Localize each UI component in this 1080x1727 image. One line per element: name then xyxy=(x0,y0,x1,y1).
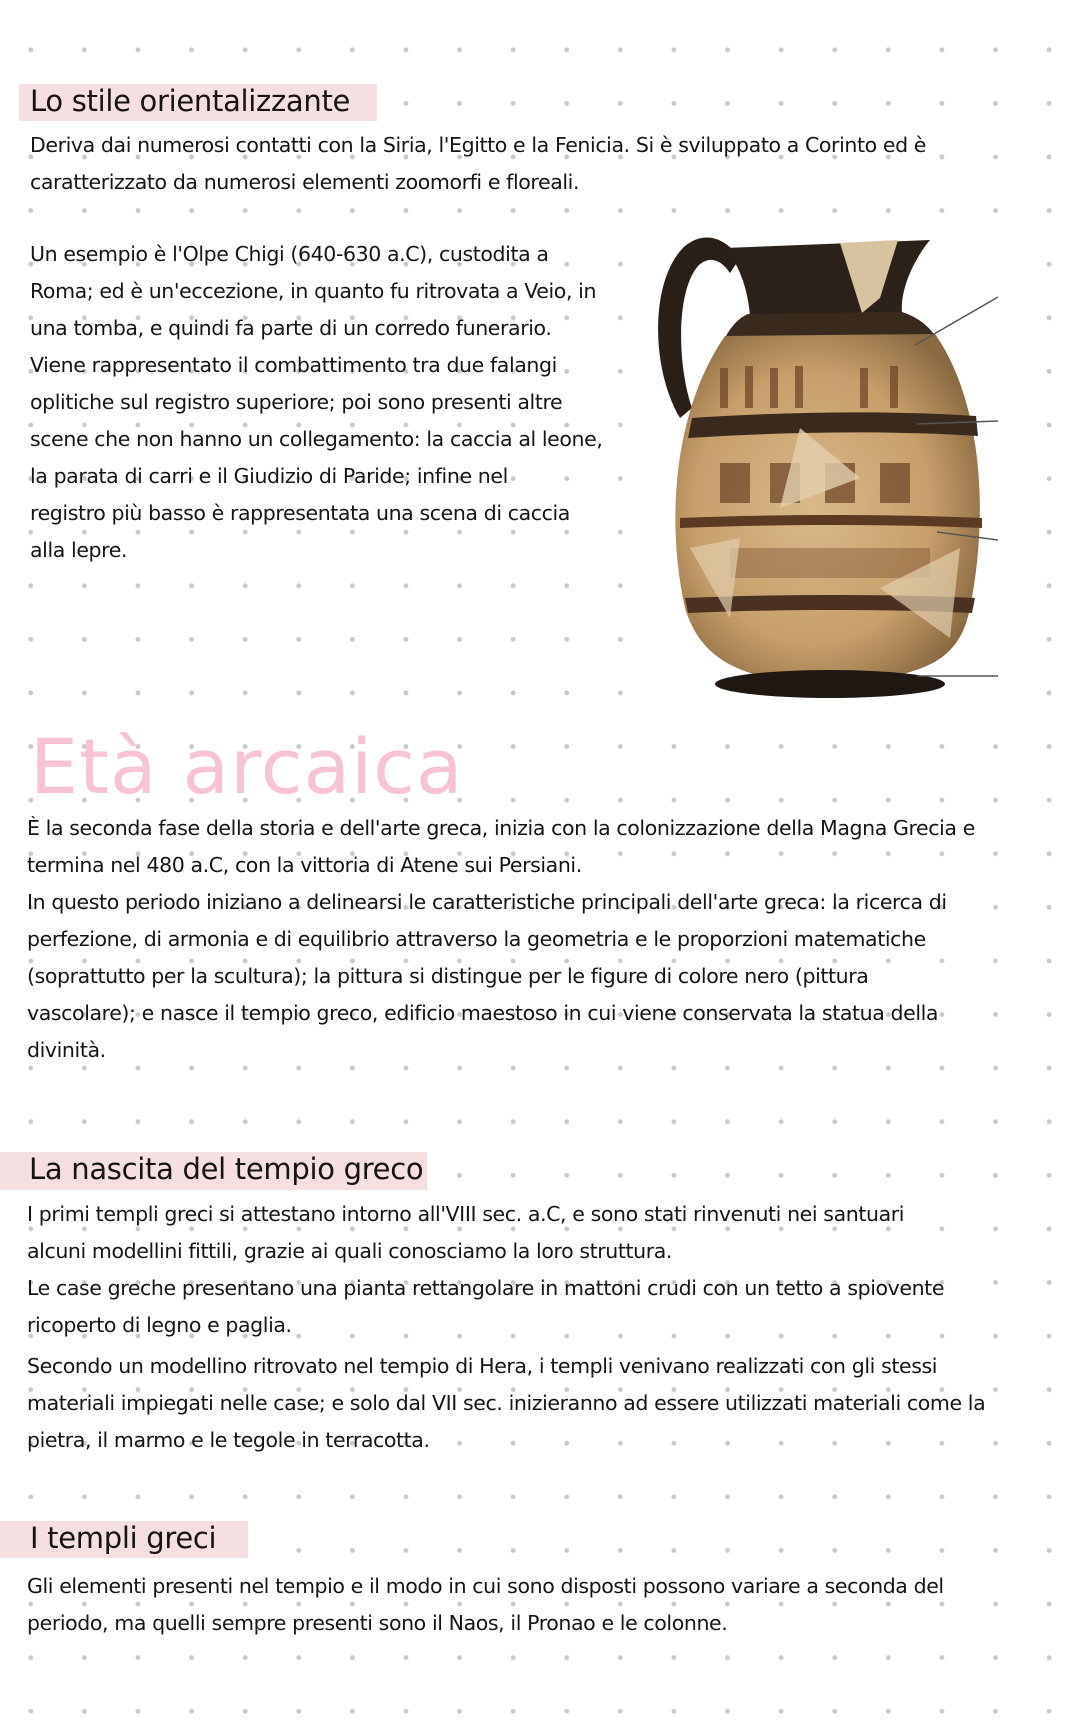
section-heading-templi-greci: I templi greci xyxy=(30,1521,217,1555)
paragraph-intro xyxy=(30,127,1030,201)
text-line: Le case greche presentano una pianta rettangolare in mattoni crudi con un tetto a spiovente xyxy=(27,1276,945,1300)
text-line: registro più basso è rappresentata una scena di caccia xyxy=(30,501,570,525)
text-line: Viene rappresentato il combattimento tra due falangi xyxy=(30,353,557,377)
text-line: Gli elementi presenti nel tempio e il modo in cui sono disposti possono variare a seconda del xyxy=(27,1574,944,1598)
section-heading-nascita-tempio: La nascita del tempio greco xyxy=(29,1152,424,1186)
text-line: periodo, ma quelli sempre presenti sono il Naos, il Pronao e le colonne. xyxy=(27,1611,728,1635)
text-line: oplitiche sul registro superiore; poi sono presenti altre xyxy=(30,390,563,414)
page-title: Età arcaica xyxy=(30,722,464,811)
text-line: la parata di carri e il Giudizio di Paride; infine nel xyxy=(30,464,508,488)
paragraph-eta-arcaica xyxy=(27,810,1037,1069)
paragraph-olpe-chigi xyxy=(30,236,630,569)
text-line: materiali impiegati nelle case; e solo dal VII sec. inizieranno ad essere utilizzati materiali come la xyxy=(27,1391,986,1415)
text-line: alla lepre. xyxy=(30,538,128,562)
text-line: pietra, il marmo e le tegole in terracotta. xyxy=(27,1428,430,1452)
text-line: scene che non hanno un collegamento: la caccia al leone, xyxy=(30,427,603,451)
text-line: vascolare); e nasce il tempio greco, edificio maestoso in cui viene conservata la statua della xyxy=(27,1001,939,1025)
text-line: divinità. xyxy=(27,1038,106,1062)
text-line: una tomba, e quindi fa parte di un corredo funerario. xyxy=(30,316,552,340)
text-line: alcuni modellini fittili, grazie ai quali conosciamo la loro struttura. xyxy=(27,1239,673,1263)
text-line: Roma; ed è un'eccezione, in quanto fu ritrovata a Veio, in xyxy=(30,279,597,303)
text-line: termina nel 480 a.C, con la vittoria di Atene sui Persiani. xyxy=(27,853,582,877)
olpe-chigi-figure xyxy=(630,218,998,702)
text-line: perfezione, di armonia e di equilibrio attraverso la geometria e le proporzioni matematiche xyxy=(27,927,926,951)
text-line: È la seconda fase della storia e dell'arte greca, inizia con la colonizzazione della Magna Grecia e xyxy=(27,816,975,840)
text-line: Deriva dai numerosi contatti con la Siria, l'Egitto e la Fenicia. Si è sviluppato a Corinto ed è xyxy=(30,133,927,157)
text-line: Un esempio è l'Olpe Chigi (640-630 a.C), custodita a xyxy=(30,242,549,266)
text-line: I primi templi greci si attestano intorno all'VIII sec. a.C, e sono stati rinvenuti nei santuari xyxy=(27,1202,905,1226)
paragraph-templi-greci xyxy=(27,1568,1037,1642)
text-line: (soprattutto per la scultura); la pittura si distingue per le figure di colore nero (pittura xyxy=(27,964,869,988)
text-line: In questo periodo iniziano a delinearsi le caratteristiche principali dell'arte greca: la ricerca di xyxy=(27,890,947,914)
text-line: ricoperto di legno e paglia. xyxy=(27,1313,292,1337)
text-line: caratterizzato da numerosi elementi zoomorfi e floreali. xyxy=(30,170,580,194)
section-heading-orientalizzante: Lo stile orientalizzante xyxy=(30,84,351,118)
olpe-chigi-vase-image xyxy=(630,218,998,702)
text-line: Secondo un modellino ritrovato nel tempio di Hera, i templi venivano realizzati con gli stessi xyxy=(27,1354,938,1378)
paragraph-tempio-hera xyxy=(27,1348,1037,1459)
paragraph-primi-templi xyxy=(27,1196,1037,1344)
